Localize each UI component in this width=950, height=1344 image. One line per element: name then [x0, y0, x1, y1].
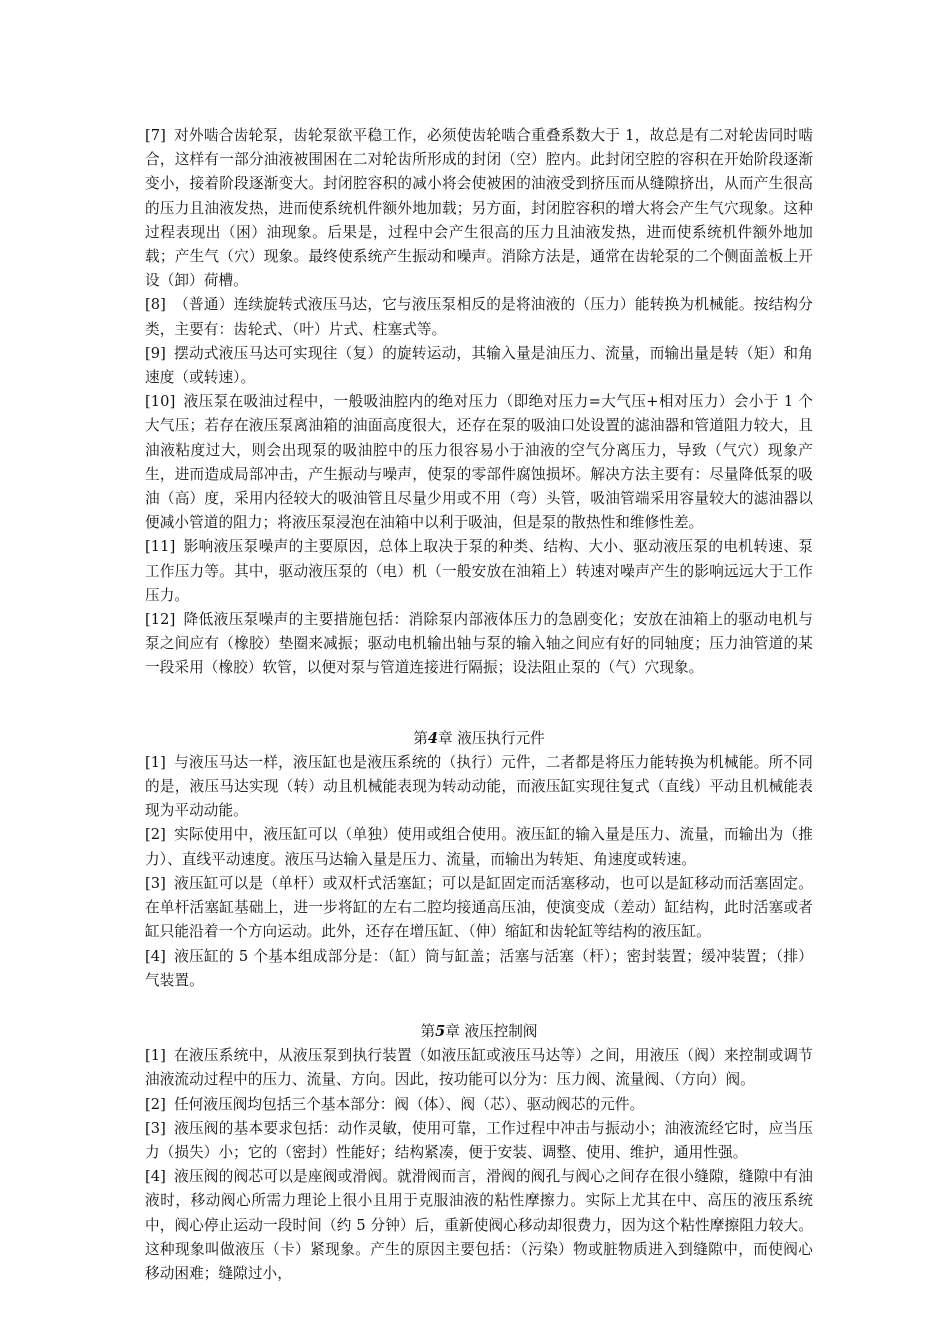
item-number: [11]	[145, 538, 176, 556]
item-number: [3]	[145, 1119, 166, 1137]
paragraph-text: （普通）连续旋转式液压马达，它与液压泵相反的是将油液的（压力）能转换为机械能。按结构分类，主要有：齿轮式、（叶）片式、柱塞式等。	[145, 296, 813, 338]
item-number: [12]	[145, 611, 176, 629]
chapter-title: 章 液压执行元件	[437, 729, 545, 747]
paragraph	[145, 342, 813, 390]
item-number: [4]	[145, 947, 166, 965]
item-number: [3]	[145, 874, 166, 892]
paragraph-text: 对外啮合齿轮泵，齿轮泵欲平稳工作，必须使齿轮啮合重叠系数大于 1，故总是有二对轮齿同时啮合，这样有一部分油液被围困在二对轮齿所形成的封闭（空）腔内。此封闭空腔的容积在开始阶段逐渐变小，接着阶段逐渐变大。封闭腔容积的减小将会使被困的油液受到挤压而从缝隙挤出，从而产生很高的压力且油液发热，进而使系统机件额外地加载；另方面，封闭腔容积的增大将会产生气穴现象。这种过程表现出（困）油现象。后果是，过程中会产生很高的压力且油液发热，进而使系统机件额外地加载；产生气（穴）现象。最终使系统产生振动和噪声。消除方法是，通常在齿轮泵的二个侧面盖板上开设（卸）荷槽。	[145, 127, 813, 290]
item-number: [2]	[145, 1095, 166, 1113]
chapter-title: 章 液压控制阀	[445, 1022, 538, 1040]
paragraph-text: 液压阀的基本要求包括：动作灵敏，使用可靠，工作过程中冲击与振动小；油液流经它时，应当压力（损失）小；它的（密封）性能好；结构紧凑，便于安装、调整、使用、维护，通用性强。	[145, 1119, 813, 1161]
paragraph	[145, 535, 813, 608]
section-chapter-5	[145, 1044, 813, 1286]
paragraph-text: 摆动式液压马达可实现往（复）的旋转运动，其输入量是油压力、流量，而输出量是转（矩）和角速度（或转速）。	[145, 344, 813, 387]
paragraph	[145, 293, 813, 341]
chapter-number: 4	[427, 729, 438, 747]
paragraph-text: 液压缸可以是（单杆）或双杆式活塞缸；可以是缸固定而活塞移动，也可以是缸移动而活塞固定。在单杆活塞缸基础上，进一步将缸的左右二腔均接通高压油，使演变成（差动）缸结构，此时活塞或者缸只能沿着一个方向运动。此外，还存在增压缸、（伸）缩缸和齿轮缸等结构的液压缸。	[145, 874, 813, 941]
paragraph	[145, 1044, 813, 1092]
chapter-number: 5	[435, 1022, 446, 1040]
item-number: [4]	[145, 1168, 166, 1186]
paragraph-text: 液压阀的阀芯可以是座阀或滑阀。就滑阀而言，滑阀的阀孔与阀心之间存在很小缝隙，缝隙中有油液时，移动阀心所需力理论上很小且用于克服油液的粘性摩擦力。实际上尤其在中、高压的液压系统中，阀心停止运动一段时间（约 5 分钟）后，重新使阀心移动却很费力，因为这个粘性摩擦阻力较大。这种现象叫做液压（卡）紧现象。产生的原因主要包括：（污染）物或脏物质进入到缝隙中，而使阀心移动困难；缝隙过小，	[145, 1168, 813, 1282]
item-number: [8]	[145, 296, 166, 314]
paragraph	[145, 1093, 813, 1117]
chapter-4-heading	[145, 727, 813, 751]
chapter-prefix: 第	[413, 729, 428, 747]
item-number: [10]	[145, 393, 176, 411]
paragraph	[145, 1117, 813, 1165]
paragraph	[145, 124, 813, 293]
section-chapter-4	[145, 751, 813, 993]
paragraph-text: 降低液压泵噪声的主要措施包括：消除泵内部液体压力的急剧变化；安放在油箱上的驱动电机与泵之间应有（橡胶）垫圈来减振；驱动电机输出轴与泵的输入轴之间应有好的同轴度；压力油管道的某一段采用（橡胶）软管，以便对泵与管道连接进行隔振；设法阻止泵的（气）穴现象。	[145, 611, 813, 677]
item-number: [2]	[145, 826, 166, 844]
paragraph	[145, 751, 813, 824]
paragraph-text: 影响液压泵噪声的主要原因，总体上取决于泵的种类、结构、大小、驱动液压泵的电机转速、泵工作压力等。其中，驱动液压泵的（电）机（一般安放在油箱上）转速对噪声产生的影响远远大于工作压力。	[145, 538, 813, 604]
chapter-prefix: 第	[420, 1022, 436, 1040]
chapter-5-heading	[145, 1020, 813, 1044]
paragraph-text: 液压泵在吸油过程中，一般吸油腔内的绝对压力（即绝对压力=大气压+相对压力）会小于 1 个大气压；若存在液压泵离油箱的油面高度很大，还存在泵的吸油口处设置的滤油器和管道阻力较大，且油液粘度过大，则会出现泵的吸油腔中的压力很容易小于油液的空气分离压力，导致（气穴）现象产生，进而造成局部冲击，产生振动与噪声，使泵的零部件腐蚀损坏。解决方法主要有：尽量降低泵的吸油（高）度，采用内径较大的吸油管且尽量少用或不用（弯）头管，吸油管端采用容量较大的滤油器以便减小管道的阻力；将液压泵浸泡在油箱中以利于吸油，但是泵的散热性和维修性差。	[145, 393, 813, 532]
paragraph	[145, 1165, 813, 1286]
paragraph-text: 液压缸的 5 个基本组成部分是：（缸）筒与缸盖；活塞与活塞（杆）；密封装置；缓冲装置；（排）气装置。	[145, 947, 813, 989]
paragraph-text: 与液压马达一样，液压缸也是液压系统的（执行）元件，二者都是将压力能转换为机械能。所不同的是，液压马达实现（转）动且机械能表现为转动动能，而液压缸实现往复式（直线）平动且机械能表现为平动动能。	[145, 753, 813, 820]
section-pump-items	[145, 124, 813, 681]
item-number: [7]	[145, 127, 166, 144]
paragraph	[145, 823, 813, 871]
paragraph-text: 实际使用中，液压缸可以（单独）使用或组合使用。液压缸的输入量是压力、流量，而输出为（推力）、直线平动速度。液压马达输入量是压力、流量，而输出为转矩、角速度或转速。	[145, 826, 813, 868]
item-number: [9]	[145, 344, 166, 362]
paragraph-text: 任何液压阀均包括三个基本部分：阀（体）、阀（芯）、驱动阀芯的元件。	[173, 1095, 645, 1113]
paragraph-text: 在液压系统中，从液压泵到执行装置（如液压缸或液压马达等）之间，用液压（阀）来控制或调节油液流动过程中的压力、流量、方向。因此，按功能可以分为：压力阀、流量阀、（方向）阀。	[145, 1047, 813, 1089]
paragraph	[145, 872, 813, 945]
item-number: [1]	[145, 1047, 166, 1065]
document-page	[145, 124, 813, 1286]
paragraph	[145, 608, 813, 681]
paragraph	[145, 390, 813, 535]
item-number: [1]	[145, 753, 166, 771]
paragraph	[145, 945, 813, 993]
